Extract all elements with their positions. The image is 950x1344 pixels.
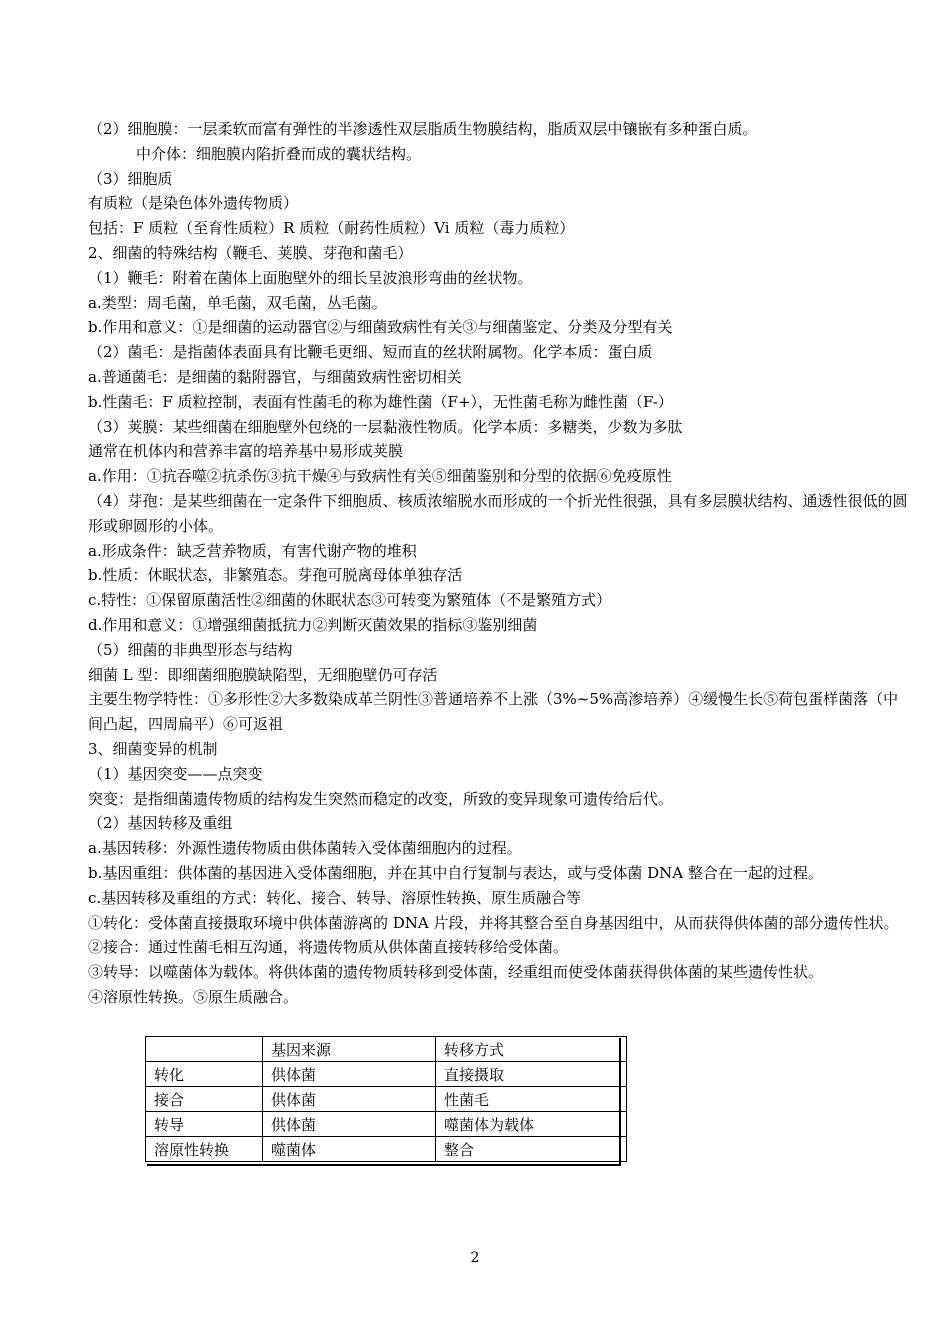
- table-cell: 直接摄取: [436, 1062, 627, 1087]
- table-header-row: [146, 1037, 627, 1062]
- text-line: b.基因重组：供体菌的基因进入受体菌细胞，并在其中自行复制与表达，或与受体菌 DNA 整合在一起的过程。: [88, 863, 823, 882]
- table-row: [146, 1112, 627, 1137]
- text-line: a.普通菌毛：是细菌的黏附器官，与细菌致病性密切相关: [88, 367, 462, 386]
- table-cell: 供体菌: [263, 1112, 436, 1137]
- text-line: d.作用和意义：①增强细菌抵抗力②判断灭菌效果的指标③鉴别细菌: [88, 615, 538, 634]
- table-cell: 转移方式: [436, 1037, 627, 1062]
- text-line: （2）菌毛：是指菌体表面具有比鞭毛更细、短而直的丝状附属物。化学本质：蛋白质: [88, 343, 653, 362]
- table-row: [146, 1137, 627, 1162]
- text-line: 细菌 L 型：即细菌细胞膜缺陷型，无细胞壁仍可存活: [88, 665, 438, 684]
- text-line: 包括：F 质粒（至育性质粒）R 质粒（耐药性质粒）Vi 质粒（毒力质粒）: [88, 219, 575, 238]
- section-heading: （3）细胞质: [88, 169, 173, 188]
- table-cell: 性菌毛: [436, 1087, 627, 1112]
- text-line: a.作用：①抗吞噬②抗杀伤③抗干燥④与致病性有关⑤细菌鉴别和分型的依据⑥免疫原性: [88, 467, 672, 486]
- section-heading: （5）细菌的非典型形态与结构: [88, 640, 293, 659]
- table-cell: [146, 1037, 263, 1062]
- text-line: b.性菌毛：F 质粒控制，表面有性菌毛的称为雄性菌（F+），无性菌毛称为雌性菌（F-）: [88, 392, 673, 411]
- text-line: 中介体：细胞膜内陷折叠而成的囊状结构。: [136, 144, 422, 163]
- table-cell: 整合: [436, 1137, 627, 1162]
- text-paragraph: ①转化：受体菌直接摄取环境中供体菌游离的 DNA 片段，并将其整合至自身基因组中，从而获得供体菌的部分遗传性状。: [88, 913, 899, 932]
- table-cell: 噬菌体: [263, 1137, 436, 1162]
- text-line: c.基因转移及重组的方式：转化、接合、转导、溶原性转换、原生质融合等: [88, 888, 582, 907]
- text-line: a.类型：周毛菌，单毛菌，双毛菌，丛毛菌。: [88, 293, 387, 312]
- text-line: （1）基因突变——点突变: [88, 764, 263, 783]
- page-number: 2: [470, 1250, 480, 1266]
- text-line: （2）细胞膜：一层柔软而富有弹性的半渗透性双层脂质生物膜结构，脂质双层中镶嵌有多种蛋白质。: [88, 120, 758, 138]
- table-cell: 供体菌: [263, 1087, 436, 1112]
- text-paragraph: 主要生物学特性：①多形性②大多数染成革兰阴性③普通培养不上涨（3%~5%高渗培养）④缓慢生长⑤荷包蛋样菌落（中间凸起，四周扁平）⑥可返祖: [88, 690, 899, 734]
- text-line: a.形成条件：缺乏营养物质，有害代谢产物的堆积: [88, 541, 417, 560]
- table-cell: 转导: [146, 1112, 263, 1137]
- text-line: c.特性：①保留原菌活性②细菌的休眠状态③可转变为繁殖体（不是繁殖方式）: [88, 591, 612, 610]
- table-cell: 转化: [146, 1062, 263, 1087]
- text-line: ②接合：通过性菌毛相互沟通，将遗传物质从供体菌直接转移给受体菌。: [88, 938, 569, 957]
- table-cell: 供体菌: [263, 1062, 436, 1087]
- text-line: 有质粒（是染色体外遗传物质）: [88, 194, 299, 213]
- text-line: （3）荚膜：某些细菌在细胞壁外包绕的一层黏液性物质。化学本质：多糖类，少数为多肽: [88, 417, 683, 436]
- table-shadow-edge: [619, 1038, 621, 1166]
- text-line: 突变：是指细菌遗传物质的结构发生突然而稳定的改变，所致的变异现象可遗传给后代。: [88, 789, 674, 808]
- text-line: ④溶原性转换。⑤原生质融合。: [88, 987, 299, 1006]
- table-cell: 基因来源: [263, 1037, 436, 1062]
- text-line: a.基因转移：外源性遗传物质由供体菌转入受体菌细胞内的过程。: [88, 839, 522, 858]
- text-paragraph: （4）芽孢：是某些细菌在一定条件下细胞质、核质浓缩脱水而形成的一个折光性很强，具有多层膜状结构、通透性很低的圆形或卵圆形的小体。: [88, 491, 908, 535]
- text-line: （1）鞭毛：附着在菌体上面胞壁外的细长呈波浪形弯曲的丝状物。: [88, 268, 533, 287]
- table-shadow-edge: [147, 1164, 621, 1166]
- text-line: b.性质：休眠状态，非繁殖态。芽孢可脱离母体单独存活: [88, 566, 463, 585]
- text-line: 通常在机体内和营养丰富的培养基中易形成荚膜: [88, 442, 404, 461]
- section-heading: 2、细菌的特殊结构（鞭毛、荚膜、芽孢和菌毛）: [88, 243, 413, 262]
- section-heading: 3、细菌变异的机制: [88, 739, 218, 758]
- text-line: b.作用和意义：①是细菌的运动器官②与细菌致病性有关③与细菌鉴定、分类及分型有关: [88, 318, 673, 337]
- text-line: ③转导：以噬菌体为载体。将供体菌的遗传物质转移到受体菌，经重组而使受体菌获得供体菌的某些遗传性状。: [88, 963, 824, 982]
- document-body: [88, 117, 908, 1010]
- text-line: （2）基因转移及重组: [88, 814, 233, 833]
- table-cell: 溶原性转换: [146, 1137, 263, 1162]
- table-row: [146, 1062, 627, 1087]
- gene-transfer-table: [145, 1036, 627, 1162]
- table-row: [146, 1087, 627, 1112]
- table-cell: 接合: [146, 1087, 263, 1112]
- table-cell: 噬菌体为载体: [436, 1112, 627, 1137]
